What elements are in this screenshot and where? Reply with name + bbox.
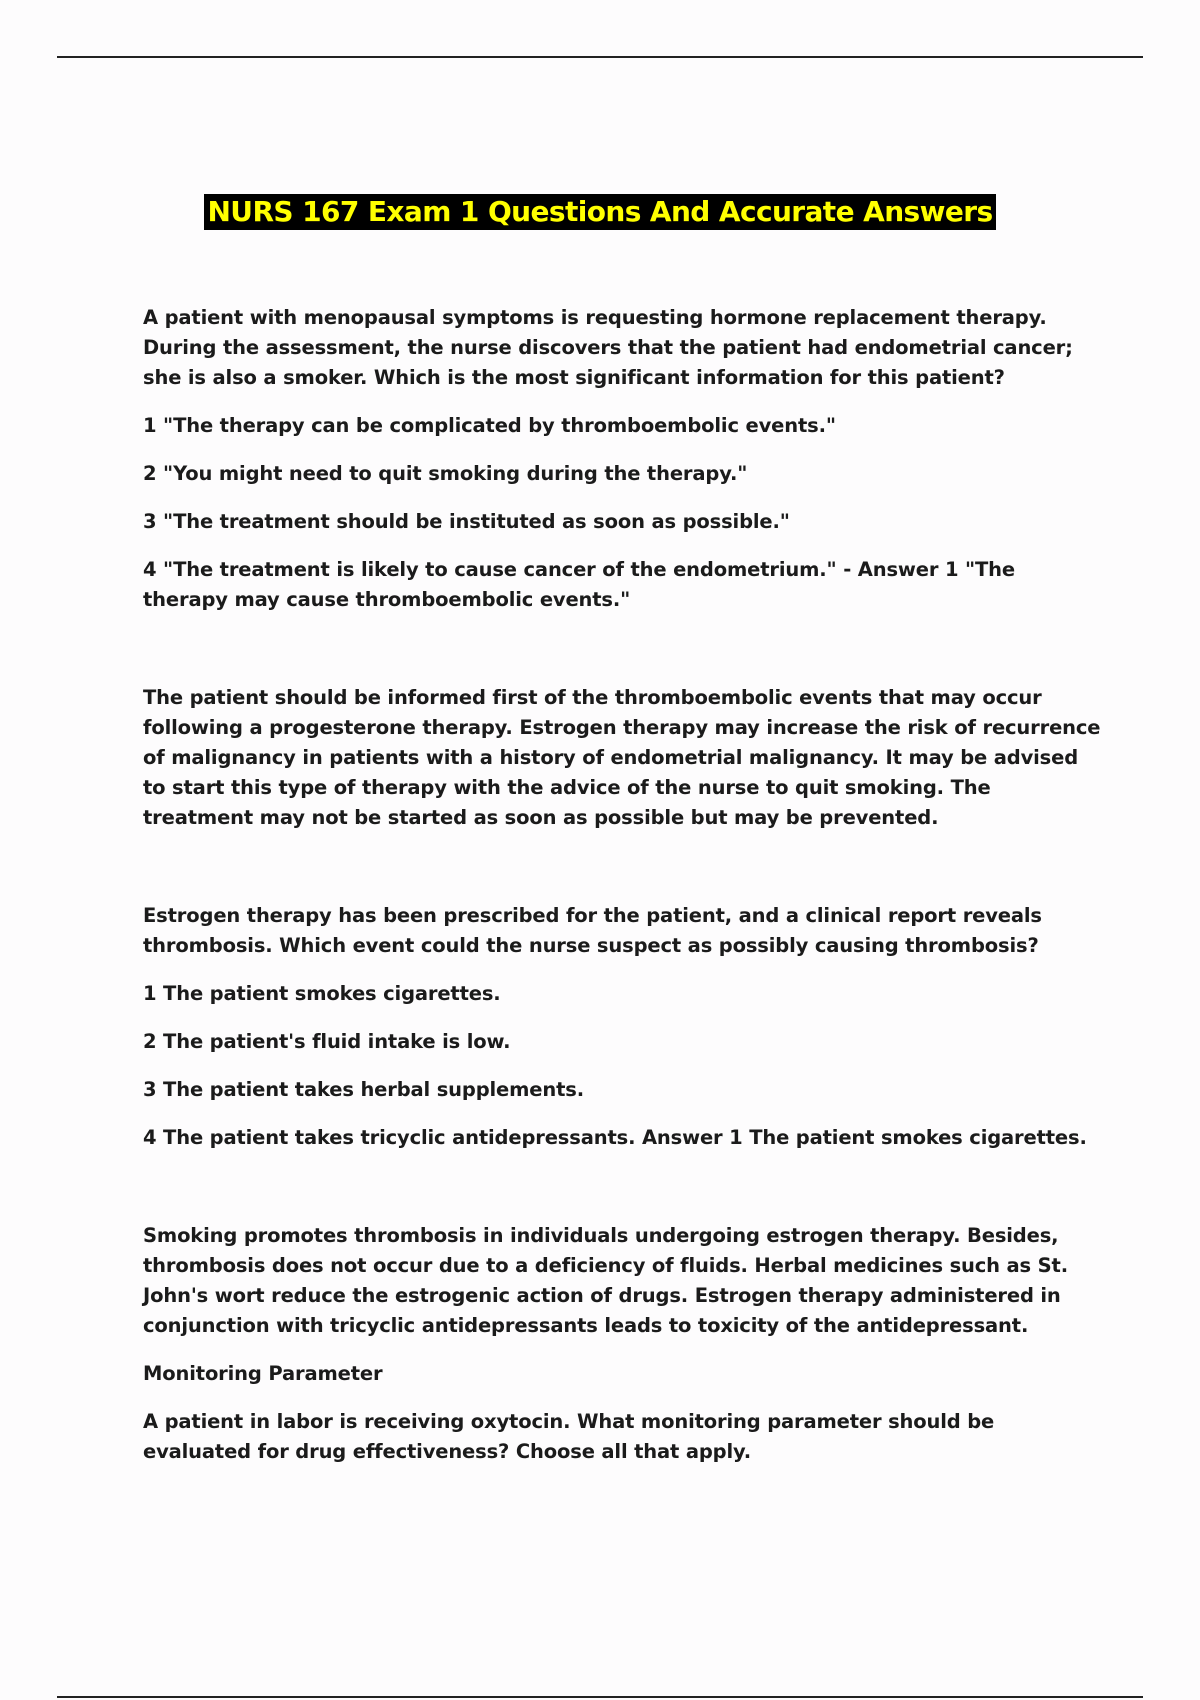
question-2-option-2: 2 The patient's fluid intake is low.	[143, 1030, 511, 1053]
question-1-option-3: 3 "The treatment should be instituted as soon as possible."	[143, 510, 790, 533]
question-1-option-4-answer: 4 "The treatment is likely to cause cancer of the endometrium." - Answer 1 "The therapy may cause thromboembolic events."	[143, 558, 1015, 611]
question-1-rationale: The patient should be informed first of the thromboembolic events that may occur following a progesterone therapy. Estrogen therapy may increase the risk of recurrence of malignancy in patients with a history of endometrial malignancy. It may be advised to start this type of therapy with the advice of the nurse to quit smoking. The treatment may not be started as soon as possible but may be prevented.	[143, 686, 1101, 829]
question-2-option-4-answer: 4 The patient takes tricyclic antidepressants. Answer 1 The patient smokes cigarettes.	[143, 1126, 1087, 1149]
question-2-text: Estrogen therapy has been prescribed for the patient, and a clinical report reveals thrombosis. Which event could the nurse suspect as possibly causing thrombosis?	[143, 904, 1042, 957]
bottom-rule	[57, 1696, 1143, 1698]
question-2-rationale: Smoking promotes thrombosis in individuals undergoing estrogen therapy. Besides, thrombosis does not occur due to a deficiency of fluids. Herbal medicines such as St. John's wort reduce the estrogenic action of drugs. Estrogen therapy administered in conjunction with tricyclic antidepressants leads to toxicity of the antidepressant.	[143, 1224, 1068, 1337]
question-1-option-2: 2 "You might need to quit smoking during the therapy."	[143, 462, 748, 485]
top-rule	[57, 56, 1143, 58]
section-heading: Monitoring Parameter	[143, 1362, 383, 1385]
document-title: NURS 167 Exam 1 Questions And Accurate Answers	[204, 194, 995, 230]
question-1-option-1: 1 "The therapy can be complicated by thromboembolic events."	[143, 414, 836, 437]
question-2-option-1: 1 The patient smokes cigarettes.	[143, 982, 501, 1005]
title-container	[0, 194, 1200, 230]
question-2-option-3: 3 The patient takes herbal supplements.	[143, 1078, 584, 1101]
question-1-text: A patient with menopausal symptoms is requesting hormone replacement therapy. During the assessment, the nurse discovers that the patient had endometrial cancer; she is also a smoker. Which is the most significant information for this patient?	[143, 306, 1073, 389]
question-3-text: A patient in labor is receiving oxytocin. What monitoring parameter should be evaluated for drug effectiveness? Choose all that apply.	[143, 1410, 995, 1463]
document-body	[143, 303, 1103, 1467]
